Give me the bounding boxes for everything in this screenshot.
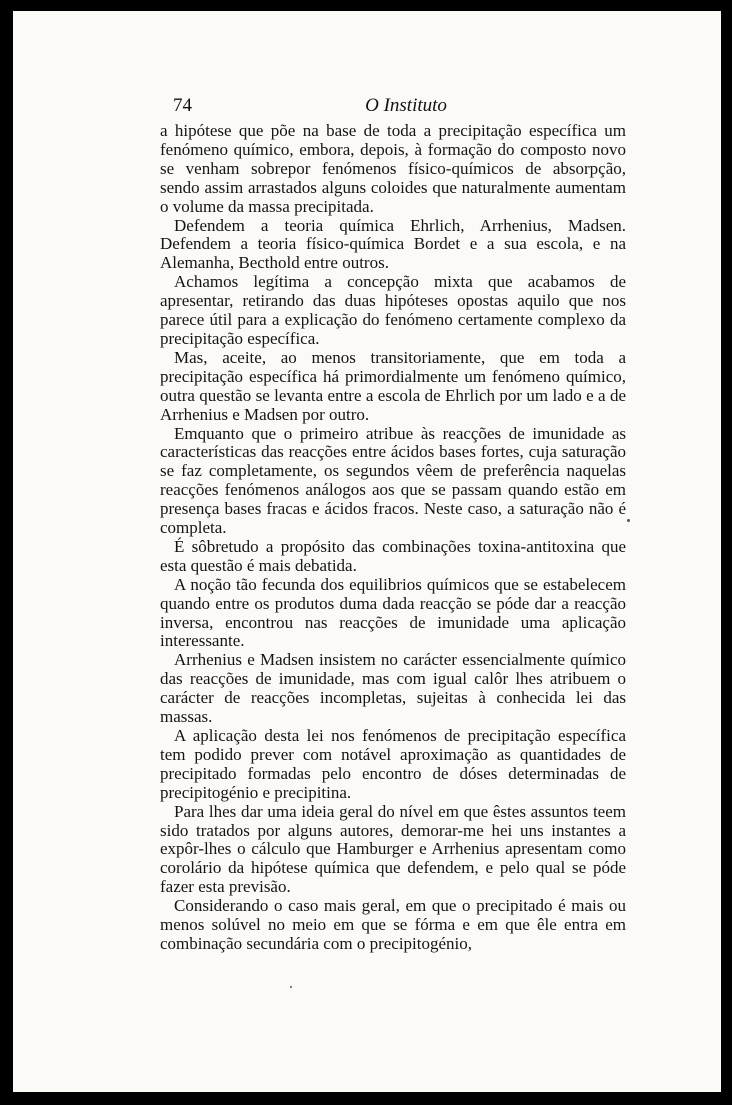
scan-speck	[290, 986, 292, 988]
page-number: 74	[173, 95, 192, 116]
paragraph: A aplicação desta lei nos fenómenos de precipitação específica tem podido prever com notável aproximação as quantidades de precipitado formadas pelo encontro de dóses determinadas de precipitogénio e precipitina.	[160, 726, 626, 802]
paragraph: Arrhenius e Madsen insistem no carácter essencialmente químico das reacções de imunidade, mas com igual calôr lhes atribuem o carácter de reacções incompletas, sujeitas à conhecida lei das massas.	[160, 650, 626, 727]
paragraph: É sôbretudo a propósito das combinações toxina-antitoxina que esta questão é mais debatida.	[160, 536, 626, 575]
paragraph: Achamos legítima a concepção mixta que acabamos de apresentar, retirando das duas hipóteses opostas aquilo que nos parece útil para a explicação do fenómeno certamente complexo da precipitação específica.	[160, 272, 626, 348]
paragraph: Considerando o caso mais geral, em que o precipitado é mais ou menos solúvel no meio em que se fórma e em que êle entra em combinação secundária com o precipitogénio,	[160, 896, 626, 953]
paragraph: Defendem a teoria química Ehrlich, Arrhenius, Madsen. Defendem a teoria físico-química Bordet e a sua escola, e na Alemanha, Becthold entre outros.	[160, 215, 626, 273]
scan-speck	[627, 519, 630, 522]
paragraph: A noção tão fecunda dos equilibrios químicos que se estabelecem quando entre os produtos duma dada reacção se póde dar a reacção inversa, encontrou nas reacções de imunidade uma aplicação interessante.	[160, 574, 626, 651]
paragraph: a hipótese que põe na base de toda a precipitação específica um fenómeno químico, embora, depois, à formação do composto novo se venham sobrepor fenómenos físico-químicos de absorpção, sendo assim arrastados alguns coloides que naturalmente aumentam o volume da massa precipitada.	[160, 121, 626, 216]
paragraph: Para lhes dar uma ideia geral do nível em que êstes assuntos teem sido tratados por alguns autores, demorar-me hei uns instantes a expôr-lhes o cálculo que Hamburger e Arrhenius apresentam como corolário da hipótese química que defendem, e pelo qual se póde fazer esta previsão.	[160, 801, 626, 897]
body-text	[160, 122, 626, 954]
paragraph: Emquanto que o primeiro atribue às reacções de imunidade as características das reacções entre ácidos bases fortes, cuja saturação se faz completamente, os segundos vêem de preferência naquelas reacções fenómenos análogos aos que se passam quando estão em presença bases fracas e ácidos fracos. Neste caso, a saturação não é completa.	[160, 423, 626, 538]
paragraph: Mas, aceite, ao menos transitoriamente, que em toda a precipitação específica há primordialmente um fenómeno químico, outra questão se levanta entre a escola de Ehrlich por um lado e a de Arrhenius e Madsen por outro.	[160, 347, 626, 424]
running-title: O Instituto	[365, 95, 447, 116]
